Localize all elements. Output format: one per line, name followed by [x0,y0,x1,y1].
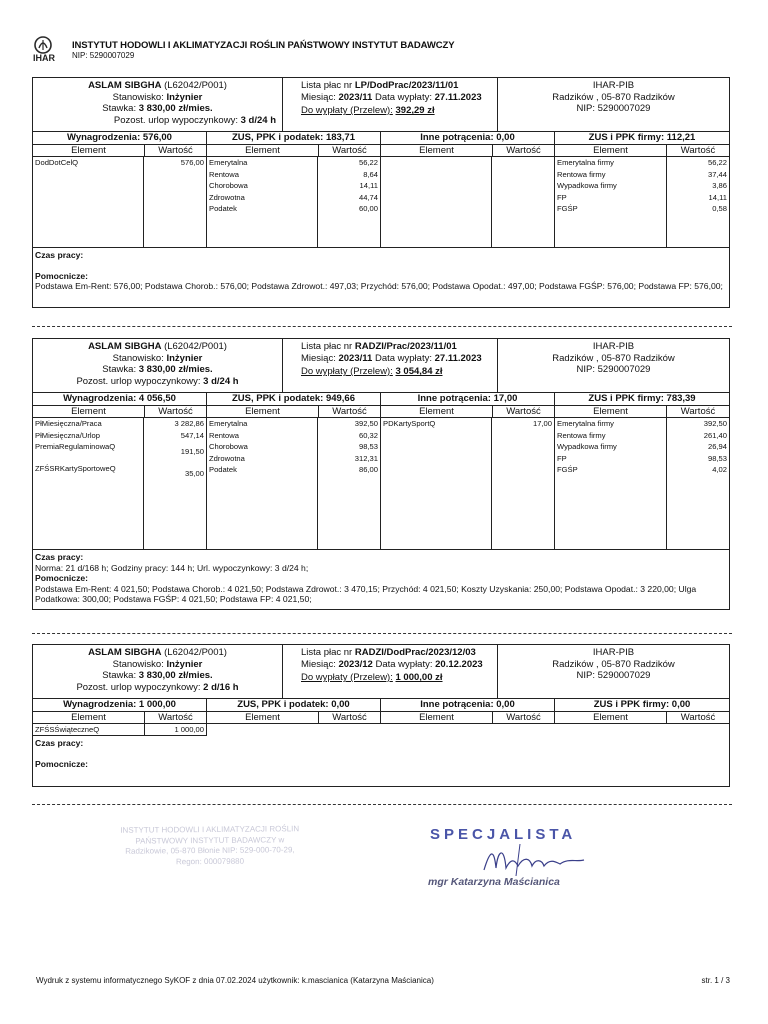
zus-group [207,157,381,247]
list-item-value: 26,94 [707,442,727,451]
payslip-3 [32,644,730,787]
company-block [498,78,729,131]
payout-label: Do wypłaty (Przelew): [301,366,393,377]
list-item-value: 14,11 [708,192,727,202]
col-value: Wartość [145,406,207,417]
col-element: Element [555,712,667,723]
list-item-value: 60,00 [358,204,378,213]
list-item-value: 3,86 [712,181,727,190]
payout-value: 392,29 zł [395,105,435,116]
company-name: IHAR-PIB [592,80,635,91]
other-deductions-group [381,157,555,247]
month-label: Miesiąc: [301,91,336,103]
company-block [498,645,729,698]
list-block [283,339,498,392]
summary-row [33,699,729,712]
position-label: Stanowisko: [112,91,164,103]
col-element: Element [207,712,319,723]
list-item: Emerytalna [209,158,248,167]
payslip-2 [32,338,730,610]
employee-block [33,78,283,131]
paydate-label: Data wypłaty: [374,91,432,103]
sum-zus: ZUS, PPK i podatek: 949,66 [207,393,381,405]
col-value: Wartość [145,145,207,156]
sum-wages: Wynagrodzenia: 576,00 [33,132,207,144]
column-headers [33,145,729,157]
position-label: Stanowisko: [112,352,164,364]
notes-value: Podstawa Em-Rent: 576,00; Podstawa Chorob.: 576,00; Podstawa Zdrowot.: 497,03; Przychód: 576,00; Podstawa Opodat.: 497,00; Podstawa FGŚP: 576,00; Podstawa FP: 576,00; [35,281,723,291]
list-item-value: 98,53 [707,453,727,463]
list-item: Wypadkowa firmy [557,181,617,190]
col-value: Wartość [680,406,716,417]
list-item: Emerytalna [209,419,248,428]
col-value: Wartość [493,145,555,156]
sum-other: Inne potrącenia: 17,00 [381,393,555,405]
sum-company: ZUS i PPK firmy: 783,39 [588,393,696,404]
col-value: Wartość [680,712,716,723]
list-label: Lista płac nr [301,80,353,91]
col-value: Wartość [493,712,555,723]
col-element: Element [555,406,667,417]
payout-value: 3 054,84 zł [395,366,443,377]
payout-value: 1 000,00 zł [395,672,443,683]
month-value: 2023/12 [338,658,373,670]
sum-company: ZUS i PPK firmy: 112,21 [588,132,696,143]
paydate-label: Data wypłaty: [374,352,432,364]
payslip-header [33,78,729,132]
paydate-value: 27.11.2023 [434,352,482,364]
notes-label: Pomocnicze: [35,270,89,281]
institution-name: INSTYTUT HODOWLI I AKLIMATYZACJI ROŚLIN PAŃSTWOWY INSTYTUT BADAWCZY [72,40,455,51]
position-value: Inżynier [166,91,203,103]
specialist-title: SPECJALISTA [430,826,577,843]
month-value: 2023/11 [338,352,373,364]
col-element: Element [33,712,145,723]
divider [32,804,732,805]
rate-value: 3 830,00 zł/mies. [138,364,213,375]
list-item: FGŚP [557,465,578,474]
list-item-value: 8,64 [363,169,378,179]
signature-icon [480,840,600,880]
zus-group [207,418,381,549]
sum-zus: ZUS, PPK i podatek: 0,00 [207,699,381,711]
paydate-value: 27.11.2023 [434,91,482,103]
sum-other: Inne potrącenia: 0,00 [381,132,555,144]
list-item-value: 547,14 [180,430,204,440]
list-item-value: 4,02 [712,465,727,474]
list-item-value: 392,50 [354,419,378,428]
col-value: Wartość [319,406,381,417]
list-item-value: 86,00 [358,465,378,474]
paydate-label: Data wypłaty: [375,658,433,670]
list-item-value: 35,00 [184,469,204,478]
list-item-value: 37,44 [707,169,727,179]
list-item: Chorobowa [209,181,248,190]
list-item: FP [557,453,567,463]
list-item-value: 44,74 [358,192,378,202]
list-item-value: 14,11 [359,181,378,190]
leave-label: Pozost. urlop wypoczynkowy: [76,681,201,693]
list-item: Rentowa [209,169,239,179]
list-item: Podatek [209,204,237,213]
position-value: Inżynier [166,352,203,364]
payslip-footer [33,550,729,609]
work-time-label: Czas pracy: [35,552,84,562]
month-label: Miesiąc: [301,658,336,670]
leave-label: Pozost. urlop wypoczynkowy: [76,375,201,387]
payslip-footer [33,736,729,786]
company-nip: NIP: 5290007029 [576,670,651,681]
institution-nip: NIP: 5290007029 [72,51,135,60]
employee-name: ASLAM SIBGHA [88,341,162,352]
leave-value: 3 d/24 h [240,114,276,126]
company-contrib-group [555,157,729,247]
col-element: Element [207,145,319,156]
work-time-value [35,749,727,759]
leave-value: 2 d/16 h [203,681,239,693]
payslip-footer [33,248,729,307]
employee-code: (L62042/P001) [164,341,227,352]
column-headers [33,712,729,724]
list-item-value: 56,22 [358,158,378,167]
position-value: Inżynier [166,658,203,670]
employee-block [33,645,283,698]
page-number: str. 1 / 3 [701,976,730,985]
company-nip: NIP: 5290007029 [576,103,651,114]
list-label: Lista płac nr [301,647,353,658]
notes-value: Podstawa Em-Rent: 4 021,50; Podstawa Chorob.: 4 021,50; Podstawa Zdrowot.: 3 470,15; Przychód: 4 021,50; Koszty Uzyskania: 250,00; Podstawa Opodat.: 3 220,00; Ulga Podatkowa: 300,00; Podstawa FGŚP: 4 021,50; Podstawa FP: 4 021,50; [35,583,697,604]
employee-code: (L62042/P001) [164,80,227,91]
wages-group [33,724,207,736]
list-item: ZFŚSŚwiąteczneQ [35,725,100,734]
payout-label: Do wypłaty (Przelew): [301,672,393,683]
list-item-value: 60,32 [358,430,378,440]
list-block [283,78,498,131]
ihar-logo-icon [32,36,66,62]
list-item: Podatek [209,465,237,474]
work-time-label: Czas pracy: [35,250,84,260]
payout-label: Do wypłaty (Przelew): [301,105,393,116]
printout-info: Wydruk z systemu informatycznego SyKOF z dnia 07.02.2024 użytkownik: k.mascianica (Katarzyna Maścianica) [36,976,434,985]
position-label: Stanowisko: [112,658,164,670]
company-nip: NIP: 5290007029 [576,364,651,375]
leave-value: 3 d/24 h [203,375,239,387]
employee-name: ASLAM SIBGHA [88,647,162,658]
divider [32,633,732,634]
wages-group [33,418,207,549]
list-item: Rentowa [209,430,239,440]
work-time-value [35,261,727,271]
notes-label: Pomocnicze: [35,758,89,769]
list-number: LP/DodPrac/2023/11/01 [354,80,459,91]
company-address: Radzików , 05-870 Radzików [552,91,675,103]
items-body [33,724,729,736]
list-item: PłMiesięczna/Praca [35,419,102,428]
other-deductions-group [381,418,555,549]
company-name: IHAR-PIB [592,647,635,658]
employee-block [33,339,283,392]
list-item: PłMiesięczna/Urlop [35,430,100,440]
column-headers [33,406,729,418]
col-value: Wartość [319,145,381,156]
list-item-value: 3 282,86 [174,419,204,428]
items-body [33,418,729,550]
col-element: Element [207,406,319,417]
rate-value: 3 830,00 zł/mies. [138,103,213,114]
rate-label: Stawka: [102,670,137,681]
specialist-name: mgr Katarzyna Maścianica [428,876,560,888]
divider [32,326,732,327]
sum-wages: Wynagrodzenia: 4 056,50 [33,393,207,405]
list-item-value: 0,58 [712,204,727,213]
company-contrib-group [555,418,729,549]
col-value: Wartość [493,406,555,417]
wages-group [33,157,207,247]
institution-stamp: INSTYTUT HODOWLI I AKLIMATYZACJI ROŚLIN PAŃSTWOWY INSTYTUT BADAWCZY w Radzikowie, 05-870 Błonie NIP: 529-000-70-29, Regon: 000079880 [120,824,300,866]
list-item: Zdrowotna [209,453,245,463]
list-label: Lista płac nr [301,341,353,352]
rate-value: 3 830,00 zł/mies. [138,670,213,681]
month-value: 2023/11 [338,91,373,103]
list-number: RADZI/Prac/2023/11/01 [354,341,457,352]
list-item-value: 576,00 [180,158,204,167]
payslip-header [33,645,729,699]
col-element: Element [381,712,493,723]
company-address: Radzików , 05-870 Radzików [552,658,675,670]
sum-zus: ZUS, PPK i podatek: 183,71 [207,132,381,144]
list-item-value: 191,50 [180,447,204,456]
sum-wages: Wynagrodzenia: 1 000,00 [33,699,207,711]
work-time-value: Norma: 21 d/168 h; Godziny pracy: 144 h; Url. wypoczynkowy: 3 d/24 h; [35,562,309,573]
page-header [32,36,732,64]
col-value: Wartość [680,145,716,156]
company-block [498,339,729,392]
list-item-value: 17,00 [532,419,552,428]
col-value: Wartość [319,712,381,723]
summary-row [33,132,729,145]
list-item: Chorobowa [209,442,248,451]
month-label: Miesiąc: [301,352,336,364]
rate-label: Stawka: [102,103,137,114]
list-item: FGŚP [557,204,578,213]
employee-code: (L62042/P001) [164,647,227,658]
items-body [33,157,729,248]
list-item: PremiaRegulaminowaQ [35,442,116,451]
list-item: Rentowa firmy [557,430,606,440]
specialist-stamp [430,826,610,896]
list-item-value: 1 000,00 [174,725,204,734]
work-time-label: Czas pracy: [35,738,84,748]
company-name: IHAR-PIB [592,341,635,352]
list-item-value: 56,22 [707,158,727,167]
list-item-value: 312,31 [354,453,378,463]
list-item: Zdrowotna [209,192,245,202]
list-item: ZFŚSRKartySportoweQ [35,464,116,473]
list-number: RADZI/DodPrac/2023/12/03 [354,647,476,658]
list-item: Rentowa firmy [557,169,606,179]
col-element: Element [381,406,493,417]
list-item-value: 98,53 [358,442,378,451]
company-address: Radzików , 05-870 Radzików [552,352,675,364]
payslip-header [33,339,729,393]
list-item: Emerytalna firmy [557,158,614,167]
col-element: Element [33,145,145,156]
list-item: PDKartySportQ [383,419,436,428]
paydate-value: 20.12.2023 [435,658,483,670]
summary-row [33,393,729,406]
list-item: FP [557,192,567,202]
list-item: Emerytalna firmy [557,419,614,428]
employee-name: ASLAM SIBGHA [88,80,162,91]
logo-text: IHAR [33,53,55,62]
list-item: DodDotCelQ [35,158,79,167]
list-block [283,645,498,698]
col-element: Element [555,145,667,156]
col-value: Wartość [145,712,207,723]
notes-label: Pomocnicze: [35,573,89,583]
col-element: Element [33,406,145,417]
col-element: Element [381,145,493,156]
sum-company: ZUS i PPK firmy: 0,00 [593,699,691,710]
list-item-value: 392,50 [703,419,727,428]
rate-label: Stawka: [102,364,137,375]
list-item: Wypadkowa firmy [557,442,617,451]
list-item-value: 261,40 [703,430,727,440]
payslip-1 [32,77,730,308]
sum-other: Inne potrącenia: 0,00 [381,699,555,711]
leave-label: Pozost. urlop wypoczynkowy: [113,114,238,126]
